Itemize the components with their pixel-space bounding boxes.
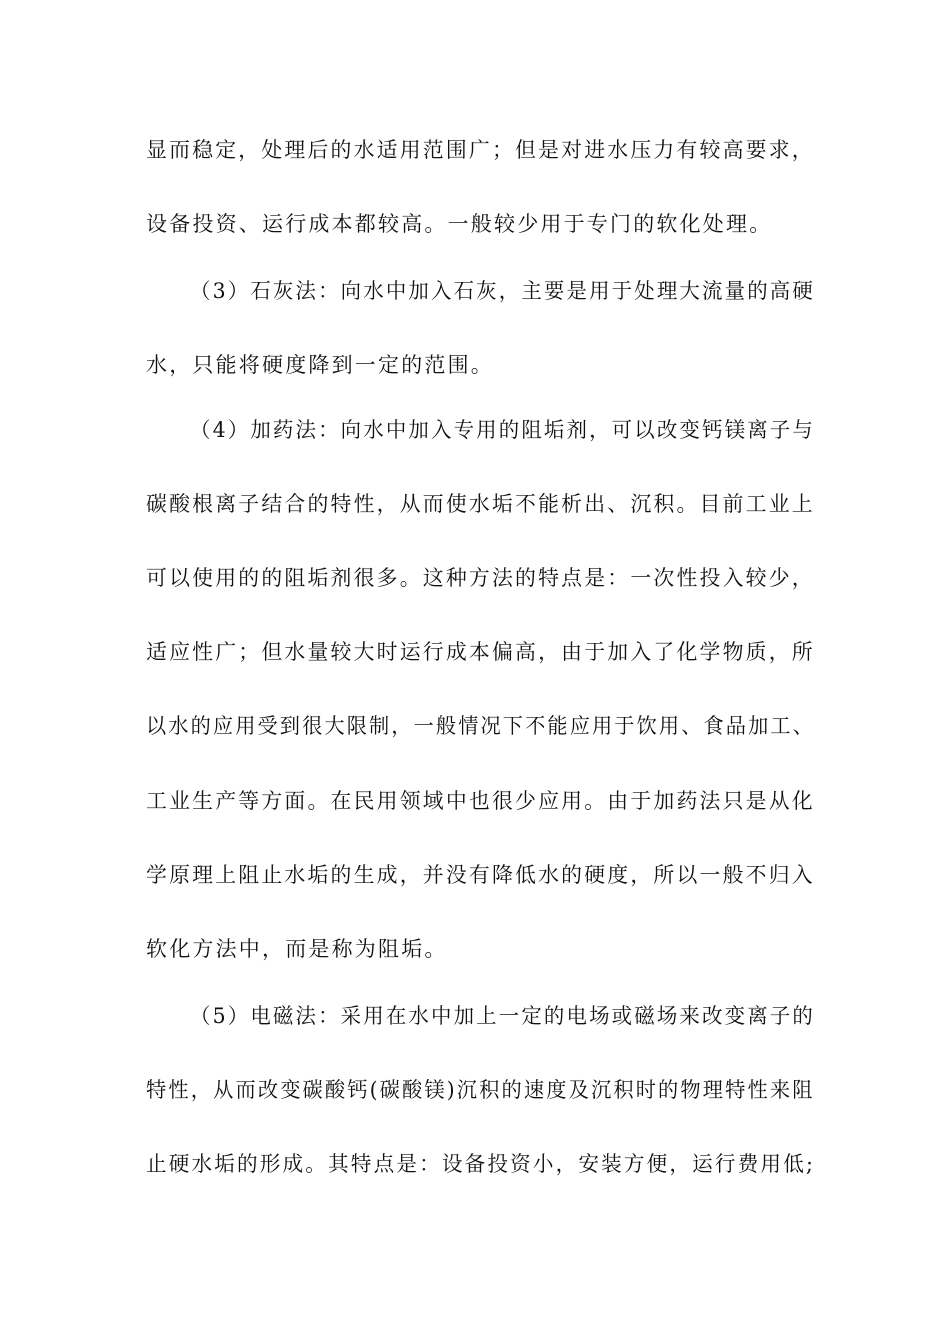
text-line: 显而稳定，处理后的水适用范围广；但是对进水压力有较高要求， xyxy=(146,138,815,162)
text-line: 设备投资、运行成本都较高。一般较少用于专门的软化处理。 xyxy=(146,212,773,236)
text-line: 碳酸根离子结合的特性，从而使水垢不能析出、沉积。目前工业上 xyxy=(146,492,815,516)
text-line: 止硬水垢的形成。其特点是：设备投资小，安装方便，运行费用低; xyxy=(146,1152,816,1176)
text-line: 适应性广；但水量较大时运行成本偏高，由于加入了化学物质，所 xyxy=(146,640,815,664)
text-line: 水，只能将硬度降到一定的范围。 xyxy=(146,353,494,377)
paragraph-start-line: （5）电磁法：采用在水中加上一定的电场或磁场来改变离子的 xyxy=(190,1004,815,1028)
text-line: 软化方法中，而是称为阻垢。 xyxy=(146,937,448,961)
text-line: 工业生产等方面。在民用领域中也很少应用。由于加药法只是从化 xyxy=(146,789,815,813)
text-line: 学原理上阻止水垢的生成，并没有降低水的硬度，所以一般不归入 xyxy=(146,863,815,887)
paragraph-start-line: （4）加药法：向水中加入专用的阻垢剂，可以改变钙镁离子与 xyxy=(190,418,815,442)
text-line: 特性，从而改变碳酸钙(碳酸镁)沉积的速度及沉积时的物理特性来阻 xyxy=(146,1078,815,1102)
text-line: 可以使用的的阻垢剂很多。这种方法的特点是：一次性投入较少， xyxy=(146,566,815,590)
paragraph-start-line: （3）石灰法：向水中加入石灰，主要是用于处理大流量的高硬 xyxy=(190,279,815,303)
text-line: 以水的应用受到很大限制，一般情况下不能应用于饮用、食品加工、 xyxy=(146,714,815,738)
